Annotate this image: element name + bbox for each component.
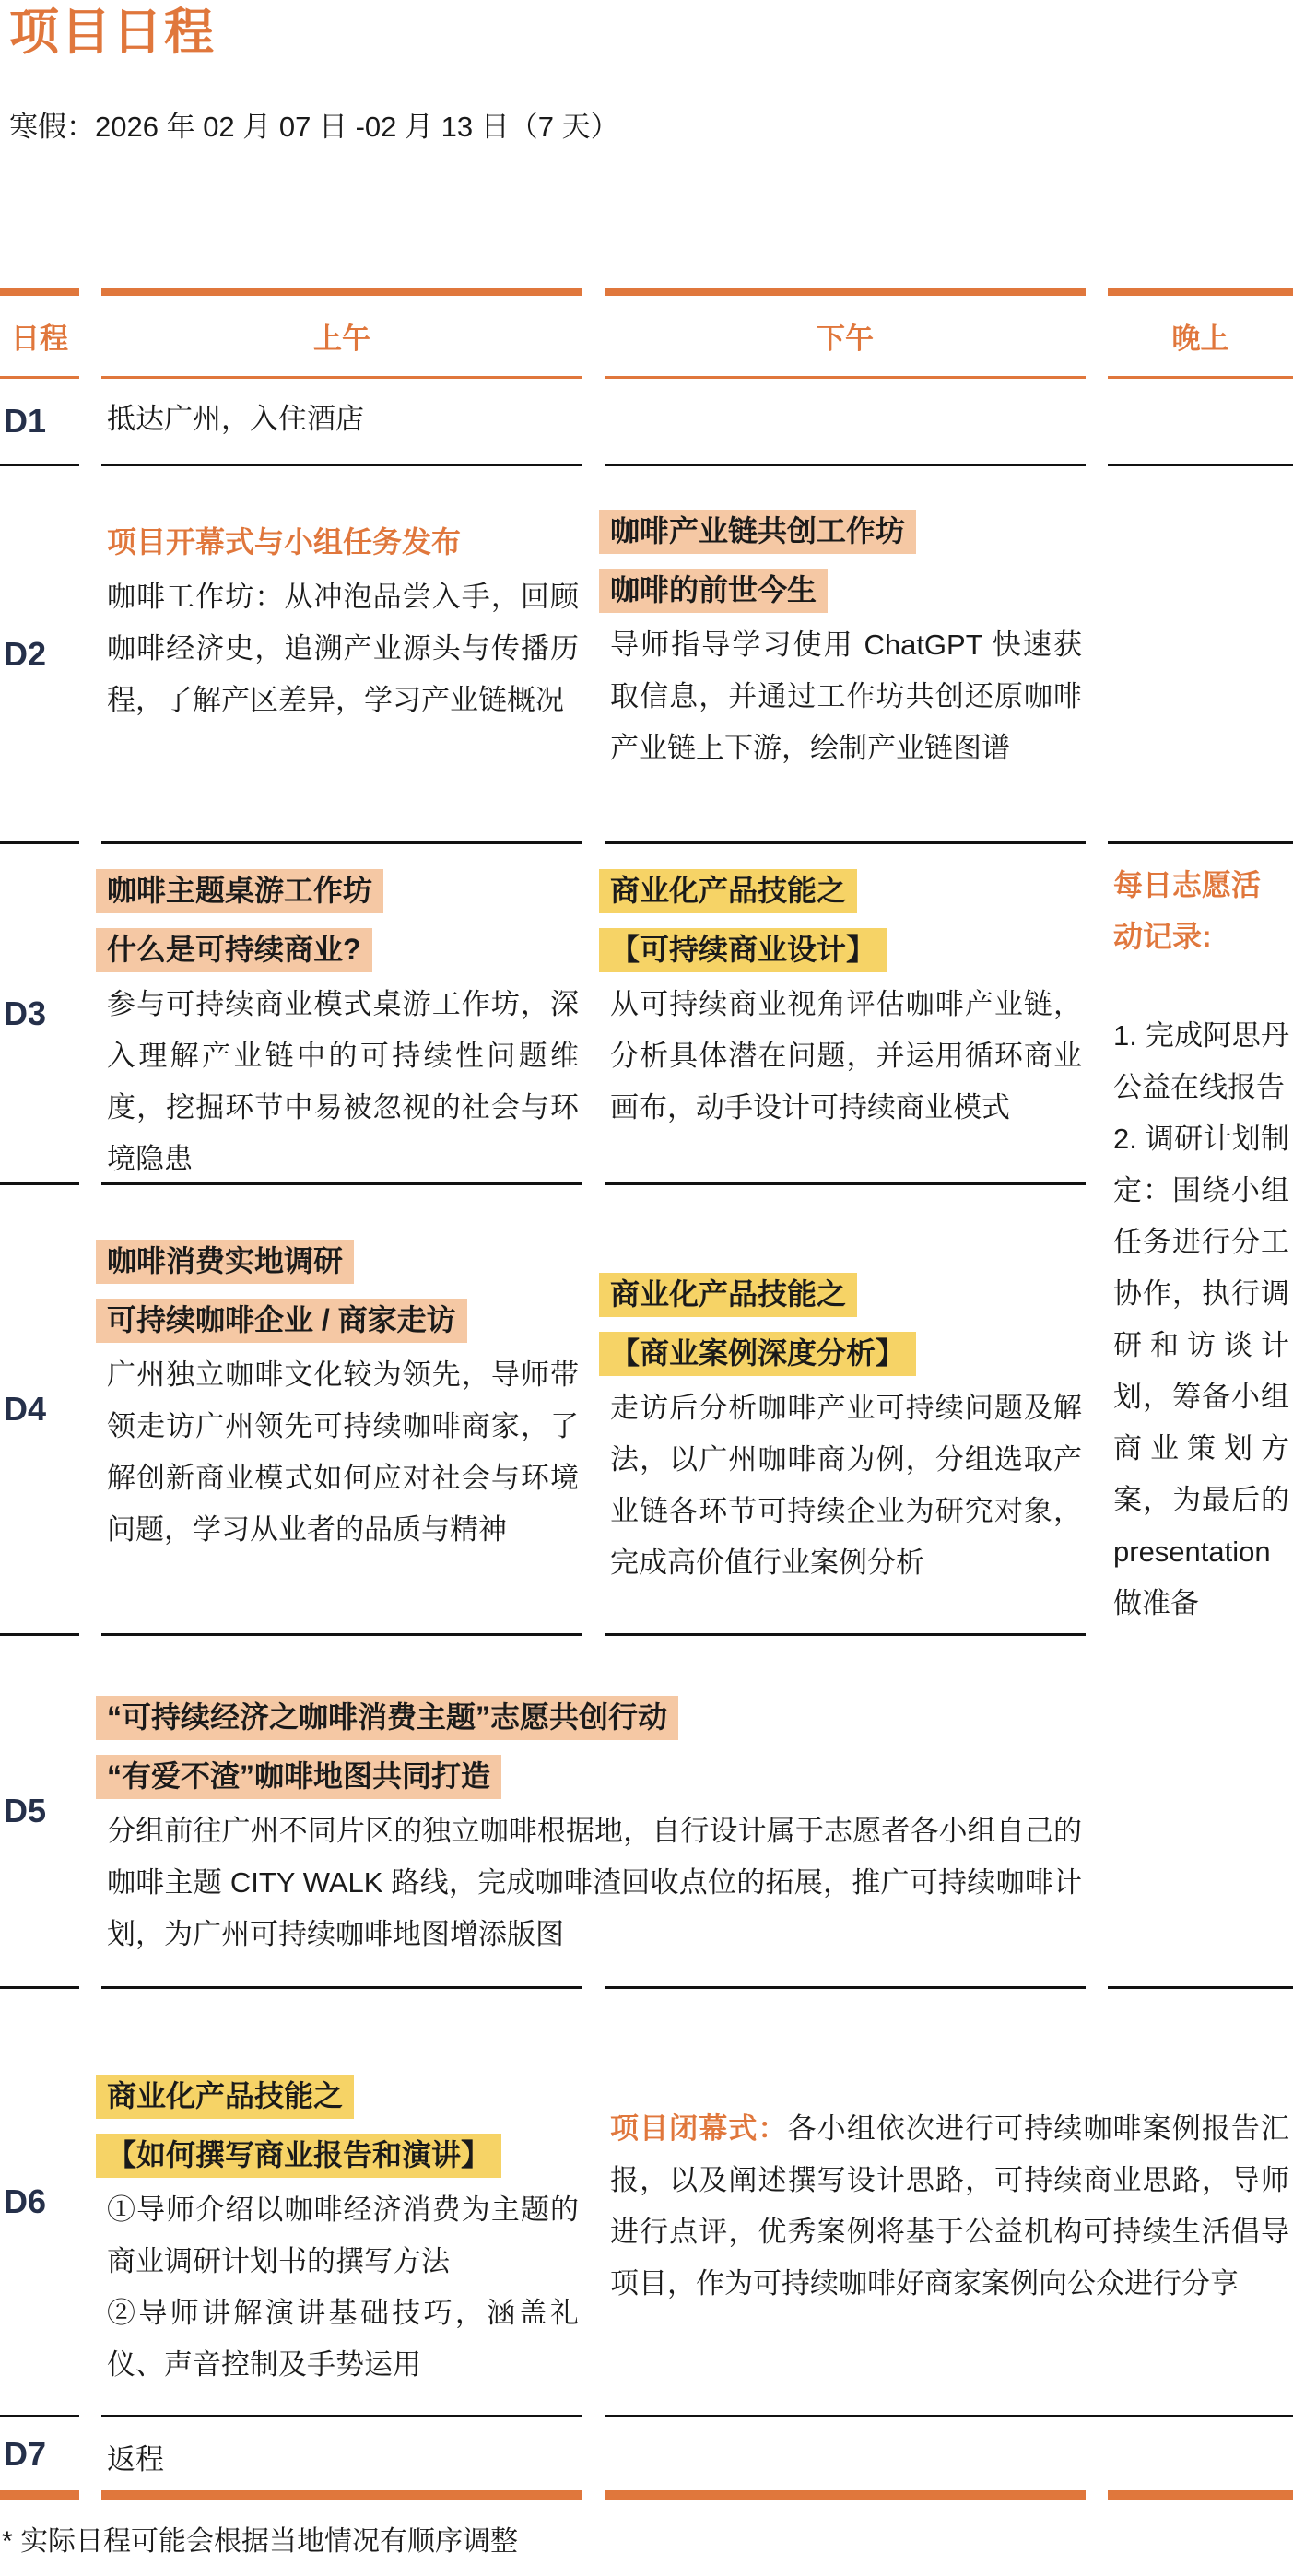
d1-morning-text: 抵达广州，入住酒店 [107, 403, 364, 435]
d4-afternoon-highlight-1: 商业化产品技能之 [599, 1273, 857, 1317]
d5-body: 分组前往广州不同片区的独立咖啡根据地，自行设计属于志愿者各小组自己的咖啡主题 CITY WALK 路线，完成咖啡渣回收点位的拓展，推广可持续咖啡计划，为广州可持续咖啡地图增添版图 [107, 1815, 1082, 1950]
evening-note-item-2: 2. 调研计划制定：围绕小组任务进行分工协作，执行调研和访谈计划，筹备小组商业策划方案，为最后的 presentation 做准备 [1113, 1123, 1289, 1619]
day-label-d2: D2 [0, 466, 79, 844]
d1-morning-cell [101, 379, 582, 466]
d6-closing-cell [605, 1989, 1293, 2417]
day-label-d5: D5 [0, 1636, 79, 1989]
d3-afternoon-body: 从可持续商业视角评估咖啡产业链，分析具体潜在问题，并运用循环商业画布，动手设计可持续商业模式 [610, 988, 1082, 1123]
evening-note-item-1: 1. 完成阿思丹公益在线报告 [1113, 1019, 1289, 1103]
d4-afternoon-cell [605, 1185, 1086, 1636]
schedule-footnote: * 实际日程可能会根据当地情况有顺序调整 [2, 2526, 519, 2557]
d6-morning-cell [101, 1989, 582, 2417]
d5-highlight-1: “可持续经济之咖啡消费主题”志愿共创行动 [96, 1696, 678, 1740]
d2-evening-cell [1108, 466, 1293, 844]
header-col-afternoon: 下午 [605, 288, 1086, 379]
d2-afternoon-highlight-2: 咖啡的前世今生 [599, 569, 828, 613]
d4-afternoon-body: 走访后分析咖啡产业可持续问题及解法，以广州咖啡商为例，分组选取产业链各环节可持续企业为研究对象，完成高价值行业案例分析 [610, 1392, 1082, 1579]
d3-afternoon-highlight-2: 【可持续商业设计】 [599, 928, 887, 972]
d6-closing-body: 各小组依次进行可持续咖啡案例报告汇报，以及阐述撰写设计思路，可持续商业思路，导师进行点评，优秀案例将基于公益机构可持续生活倡导项目，作为可持续咖啡好商家案例向公众进行分享 [610, 2112, 1289, 2300]
evening-note-title: 每日志愿活动记录: [1113, 868, 1262, 953]
d2-afternoon-cell [605, 466, 1086, 844]
evening-note-cell [1108, 844, 1293, 1989]
d4-morning-cell [101, 1185, 582, 1636]
d3-morning-highlight-1: 咖啡主题桌游工作坊 [96, 869, 383, 913]
d6-morning-body-1: ①导师介绍以咖啡经济消费为主题的商业调研计划书的撰写方法 [107, 2194, 579, 2277]
page-subtitle: 寒假：2026 年 02 月 07 日 -02 月 13 日（7 天） [9, 111, 619, 143]
d2-afternoon-highlight-1: 咖啡产业链共创工作坊 [599, 510, 916, 554]
day-label-d6: D6 [0, 1989, 79, 2417]
d6-morning-highlight-1: 商业化产品技能之 [96, 2075, 354, 2119]
d7-afternoon-cell [605, 2417, 1086, 2500]
d2-morning-body: 咖啡工作坊：从冲泡品尝入手，回顾咖啡经济史，追溯产业源头与传播历程，了解产区差异，学习产业链概况 [107, 581, 579, 716]
day-label-d1: D1 [0, 379, 79, 466]
d3-afternoon-cell [605, 844, 1086, 1185]
d3-morning-cell [101, 844, 582, 1185]
d2-morning-title: 项目开幕式与小组任务发布 [107, 525, 462, 559]
d4-morning-highlight-2: 可持续咖啡企业 / 商家走访 [96, 1299, 467, 1343]
d5-full-cell [101, 1636, 1086, 1989]
d4-morning-highlight-1: 咖啡消费实地调研 [96, 1240, 354, 1284]
day-label-d4: D4 [0, 1185, 79, 1636]
d3-afternoon-highlight-1: 商业化产品技能之 [599, 869, 857, 913]
schedule-table [0, 288, 1293, 2500]
d7-evening-cell [1108, 2417, 1293, 2500]
page-title: 项目日程 [9, 5, 216, 60]
d4-morning-body: 广州独立咖啡文化较为领先，导师带领走访广州领先可持续咖啡商家，了解创新商业模式如何应对社会与环境问题，学习从业者的品质与精神 [107, 1359, 579, 1546]
header-col-evening: 晚上 [1108, 288, 1293, 379]
d3-morning-highlight-2: 什么是可持续商业? [96, 928, 372, 972]
d6-morning-body-2: ②导师讲解演讲基础技巧，涵盖礼仪、声音控制及手势运用 [107, 2297, 579, 2381]
d4-afternoon-highlight-2: 【商业案例深度分析】 [599, 1332, 916, 1376]
d5-highlight-2: “有爱不渣”咖啡地图共同打造 [96, 1755, 501, 1799]
d1-evening-cell [1108, 379, 1293, 466]
header-col-morning: 上午 [101, 288, 582, 379]
day-label-d3: D3 [0, 844, 79, 1185]
d1-afternoon-cell [605, 379, 1086, 466]
header-col-day: 日程 [0, 288, 79, 379]
day-label-d7: D7 [0, 2417, 79, 2500]
d7-morning-cell [101, 2417, 582, 2500]
d6-closing-lead: 项目闭幕式： [610, 2112, 788, 2145]
d7-morning-text: 返程 [107, 2443, 164, 2476]
d2-morning-cell [101, 466, 582, 844]
d6-closing-text [610, 2103, 1289, 2310]
d6-morning-highlight-2: 【如何撰写商业报告和演讲】 [96, 2134, 501, 2178]
d2-afternoon-body: 导师指导学习使用 ChatGPT 快速获取信息，并通过工作坊共创还原咖啡产业链上下游，绘制产业链图谱 [610, 629, 1082, 764]
d3-morning-body: 参与可持续商业模式桌游工作坊，深入理解产业链中的可持续性问题维度，挖掘环节中易被忽视的社会与环境隐患 [107, 988, 579, 1175]
